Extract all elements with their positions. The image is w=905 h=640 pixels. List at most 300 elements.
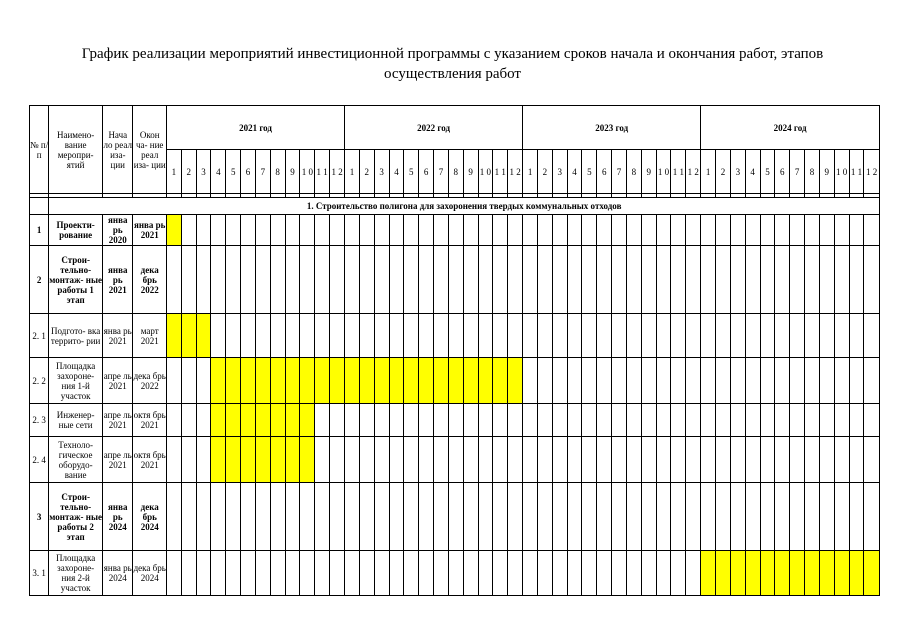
gantt-bar-cell xyxy=(315,358,330,404)
gantt-cell xyxy=(330,215,345,246)
month-header: 1 xyxy=(523,150,538,194)
gantt-bar-cell xyxy=(226,358,241,404)
gantt-cell xyxy=(493,483,508,551)
gantt-cell xyxy=(389,483,404,551)
gantt-cell xyxy=(612,483,627,551)
gantt-cell xyxy=(612,551,627,596)
gantt-cell xyxy=(745,437,760,483)
gantt-cell xyxy=(374,215,389,246)
gantt-cell xyxy=(819,314,834,358)
gantt-cell xyxy=(641,483,656,551)
gantt-cell xyxy=(270,551,285,596)
gantt-bar-cell xyxy=(285,358,300,404)
gantt-cell xyxy=(359,404,374,437)
gantt-cell xyxy=(656,314,671,358)
gantt-cell xyxy=(790,483,805,551)
gantt-cell xyxy=(374,437,389,483)
gantt-cell xyxy=(255,551,270,596)
gantt-cell xyxy=(775,437,790,483)
row-end: октя брь 2021 xyxy=(133,404,166,437)
gantt-cell xyxy=(582,314,597,358)
table-row xyxy=(30,404,880,437)
gantt-cell xyxy=(790,215,805,246)
month-header: 1 2 xyxy=(686,150,701,194)
gantt-cell xyxy=(419,314,434,358)
header-num: № п/ п xyxy=(30,106,49,194)
gantt-cell xyxy=(716,483,731,551)
gantt-bar-cell xyxy=(241,358,256,404)
year-header: 2024 год xyxy=(701,106,880,150)
month-header: 5 xyxy=(404,150,419,194)
gantt-cell xyxy=(434,404,449,437)
gantt-bar-cell xyxy=(241,437,256,483)
gantt-cell xyxy=(686,483,701,551)
gantt-cell xyxy=(196,404,211,437)
gantt-cell xyxy=(523,314,538,358)
gantt-cell xyxy=(166,246,181,314)
gantt-cell xyxy=(641,314,656,358)
gantt-cell xyxy=(612,314,627,358)
gantt-cell xyxy=(552,215,567,246)
gantt-cell xyxy=(226,246,241,314)
month-header: 1 1 xyxy=(315,150,330,194)
month-header: 1 xyxy=(166,150,181,194)
row-start: апре ль 2021 xyxy=(103,437,133,483)
month-header: 1 2 xyxy=(864,150,880,194)
gantt-bar-cell xyxy=(478,358,493,404)
row-name: Инженер- ные сети xyxy=(49,404,103,437)
gantt-cell xyxy=(656,246,671,314)
table-row xyxy=(30,215,880,246)
gantt-cell xyxy=(730,404,745,437)
gantt-cell xyxy=(389,437,404,483)
gantt-cell xyxy=(523,551,538,596)
month-header: 1 1 xyxy=(671,150,686,194)
gantt-cell xyxy=(478,551,493,596)
gantt-cell xyxy=(523,404,538,437)
gantt-cell xyxy=(493,215,508,246)
gantt-bar-cell xyxy=(226,404,241,437)
gantt-cell xyxy=(760,404,775,437)
gantt-cell xyxy=(508,404,523,437)
month-header: 2 xyxy=(181,150,196,194)
gantt-bar-cell xyxy=(300,404,315,437)
gantt-cell xyxy=(641,404,656,437)
gantt-cell xyxy=(463,551,478,596)
month-header: 3 xyxy=(730,150,745,194)
gantt-cell xyxy=(537,246,552,314)
gantt-cell xyxy=(285,314,300,358)
gantt-cell xyxy=(508,551,523,596)
gantt-cell xyxy=(686,551,701,596)
month-header: 7 xyxy=(612,150,627,194)
gantt-cell xyxy=(448,404,463,437)
month-header: 8 xyxy=(448,150,463,194)
gantt-cell xyxy=(849,483,864,551)
gantt-cell xyxy=(448,437,463,483)
gantt-cell xyxy=(701,483,716,551)
gantt-cell xyxy=(404,551,419,596)
gantt-cell xyxy=(864,314,880,358)
gantt-cell xyxy=(523,437,538,483)
gantt-cell xyxy=(181,437,196,483)
gantt-bar-cell xyxy=(166,215,181,246)
gantt-cell xyxy=(686,215,701,246)
gantt-cell xyxy=(745,215,760,246)
gantt-cell xyxy=(419,437,434,483)
gantt-cell xyxy=(226,215,241,246)
gantt-cell xyxy=(760,246,775,314)
gantt-cell xyxy=(389,246,404,314)
gantt-cell xyxy=(478,404,493,437)
gantt-cell xyxy=(508,246,523,314)
gantt-cell xyxy=(597,314,612,358)
month-header: 1 1 xyxy=(849,150,864,194)
gantt-cell xyxy=(404,314,419,358)
gantt-cell xyxy=(166,437,181,483)
gantt-cell xyxy=(181,404,196,437)
gantt-cell xyxy=(196,551,211,596)
gantt-cell xyxy=(211,314,226,358)
gantt-cell xyxy=(805,314,820,358)
gantt-cell xyxy=(819,358,834,404)
gantt-cell xyxy=(775,246,790,314)
gantt-cell xyxy=(582,246,597,314)
row-end: октя брь 2021 xyxy=(133,437,166,483)
gantt-cell xyxy=(330,314,345,358)
month-header: 4 xyxy=(389,150,404,194)
gantt-cell xyxy=(196,358,211,404)
gantt-bar-cell xyxy=(448,358,463,404)
row-start: янва рь 2021 xyxy=(103,246,133,314)
gantt-cell xyxy=(315,314,330,358)
gantt-cell xyxy=(612,404,627,437)
gantt-bar-cell xyxy=(864,551,880,596)
gantt-cell xyxy=(508,483,523,551)
gantt-bar-cell xyxy=(211,358,226,404)
gantt-cell xyxy=(775,404,790,437)
gantt-cell xyxy=(790,246,805,314)
month-header: 7 xyxy=(255,150,270,194)
gantt-cell xyxy=(582,404,597,437)
gantt-cell xyxy=(612,437,627,483)
gantt-bar-cell xyxy=(166,314,181,358)
gantt-cell xyxy=(582,437,597,483)
gantt-cell xyxy=(330,437,345,483)
gantt-cell xyxy=(300,551,315,596)
gantt-cell xyxy=(315,437,330,483)
year-header: 2021 год xyxy=(166,106,344,150)
gantt-cell xyxy=(419,551,434,596)
gantt-cell xyxy=(582,358,597,404)
gantt-bar-cell xyxy=(285,404,300,437)
gantt-cell xyxy=(226,551,241,596)
gantt-cell xyxy=(567,404,582,437)
gantt-cell xyxy=(345,437,360,483)
gantt-cell xyxy=(745,404,760,437)
gantt-cell xyxy=(641,551,656,596)
gantt-cell xyxy=(374,404,389,437)
gantt-cell xyxy=(196,246,211,314)
gantt-cell xyxy=(285,483,300,551)
gantt-bar-cell xyxy=(330,358,345,404)
gantt-cell xyxy=(478,437,493,483)
year-header: 2022 год xyxy=(345,106,523,150)
gantt-cell xyxy=(300,483,315,551)
gantt-cell xyxy=(315,551,330,596)
month-header: 1 0 xyxy=(478,150,493,194)
gantt-bar-cell xyxy=(255,404,270,437)
gantt-cell xyxy=(537,314,552,358)
gantt-cell xyxy=(166,404,181,437)
month-header: 5 xyxy=(226,150,241,194)
gantt-bar-cell xyxy=(270,358,285,404)
section-title: 1. Строительство полигона для захоронения твердых коммунальных отходов xyxy=(49,198,880,215)
gantt-cell xyxy=(716,314,731,358)
gantt-cell xyxy=(404,215,419,246)
gantt-cell xyxy=(523,215,538,246)
row-end: дека брь 2024 xyxy=(133,551,166,596)
gantt-cell xyxy=(374,551,389,596)
gantt-cell xyxy=(359,551,374,596)
gantt-cell xyxy=(849,314,864,358)
gantt-cell xyxy=(805,358,820,404)
gantt-cell xyxy=(834,314,849,358)
gantt-cell xyxy=(255,246,270,314)
gantt-cell xyxy=(641,437,656,483)
gantt-bar-cell xyxy=(300,437,315,483)
gantt-cell xyxy=(181,215,196,246)
gantt-cell xyxy=(745,246,760,314)
gantt-cell xyxy=(345,215,360,246)
gantt-cell xyxy=(211,551,226,596)
month-header: 6 xyxy=(597,150,612,194)
gantt-cell xyxy=(819,483,834,551)
gantt-cell xyxy=(389,404,404,437)
gantt-bar-cell xyxy=(404,358,419,404)
gantt-cell xyxy=(463,404,478,437)
row-end: янва рь 2021 xyxy=(133,215,166,246)
gantt-cell xyxy=(597,483,612,551)
gantt-cell xyxy=(730,246,745,314)
gantt-bar-cell xyxy=(508,358,523,404)
gantt-cell xyxy=(508,314,523,358)
page-title: График реализации мероприятий инвестиционной программы с указанием сроков начала и окончания работ, этапов осуществления работ xyxy=(81,46,824,82)
gantt-cell xyxy=(463,437,478,483)
gantt-cell xyxy=(686,358,701,404)
gantt-cell xyxy=(552,483,567,551)
gantt-cell xyxy=(656,358,671,404)
gantt-cell xyxy=(567,314,582,358)
month-header: 8 xyxy=(805,150,820,194)
gantt-cell xyxy=(493,404,508,437)
gantt-cell xyxy=(656,404,671,437)
gantt-cell xyxy=(730,215,745,246)
gantt-cell xyxy=(716,215,731,246)
gantt-cell xyxy=(760,314,775,358)
gantt-cell xyxy=(389,551,404,596)
gantt-cell xyxy=(849,215,864,246)
row-num: 2 xyxy=(30,246,49,314)
gantt-cell xyxy=(196,215,211,246)
gantt-cell xyxy=(701,246,716,314)
gantt-cell xyxy=(463,483,478,551)
gantt-cell xyxy=(671,215,686,246)
gantt-cell xyxy=(315,246,330,314)
gantt-cell xyxy=(448,551,463,596)
gantt-cell xyxy=(448,314,463,358)
gantt-cell xyxy=(730,437,745,483)
gantt-cell xyxy=(597,551,612,596)
month-header: 1 2 xyxy=(508,150,523,194)
gantt-bar-cell xyxy=(196,314,211,358)
gantt-cell xyxy=(285,551,300,596)
row-num: 2. 4 xyxy=(30,437,49,483)
gantt-cell xyxy=(537,437,552,483)
gantt-cell xyxy=(582,551,597,596)
gantt-cell xyxy=(345,483,360,551)
row-num: 2. 3 xyxy=(30,404,49,437)
month-header: 8 xyxy=(626,150,641,194)
gantt-cell xyxy=(567,358,582,404)
gantt-cell xyxy=(419,246,434,314)
row-name: Строи- тельно- монтаж- ные работы 1 этап xyxy=(49,246,103,314)
gantt-cell xyxy=(819,246,834,314)
gantt-cell xyxy=(864,483,880,551)
gantt-cell xyxy=(300,314,315,358)
month-header: 2 xyxy=(716,150,731,194)
month-header: 2 xyxy=(537,150,552,194)
gantt-cell xyxy=(226,483,241,551)
gantt-cell xyxy=(864,215,880,246)
gantt-cell xyxy=(686,314,701,358)
month-header: 5 xyxy=(760,150,775,194)
gantt-cell xyxy=(626,246,641,314)
gantt-bar-cell xyxy=(374,358,389,404)
gantt-bar-cell xyxy=(730,551,745,596)
gantt-cell xyxy=(270,246,285,314)
gantt-cell xyxy=(315,483,330,551)
row-end: дека брь 2024 xyxy=(133,483,166,551)
month-header: 6 xyxy=(775,150,790,194)
month-header: 1 0 xyxy=(656,150,671,194)
month-header: 9 xyxy=(641,150,656,194)
gantt-bar-cell xyxy=(211,437,226,483)
row-num: 3 xyxy=(30,483,49,551)
gantt-cell xyxy=(612,246,627,314)
gantt-cell xyxy=(671,483,686,551)
gantt-bar-cell xyxy=(463,358,478,404)
gantt-cell xyxy=(345,404,360,437)
gantt-bar-cell xyxy=(819,551,834,596)
gantt-cell xyxy=(745,358,760,404)
month-header: 2 xyxy=(359,150,374,194)
gantt-bar-cell xyxy=(270,437,285,483)
gantt-cell xyxy=(612,215,627,246)
gantt-cell xyxy=(404,404,419,437)
gantt-cell xyxy=(181,551,196,596)
gantt-cell xyxy=(226,314,241,358)
row-start: янва рь 2024 xyxy=(103,483,133,551)
gantt-cell xyxy=(641,215,656,246)
gantt-cell xyxy=(270,314,285,358)
row-name: Подгото- вка террито- рии xyxy=(49,314,103,358)
row-name: Площадка захороне- ния 2-й участок xyxy=(49,551,103,596)
row-start: янва рь 2021 xyxy=(103,314,133,358)
gantt-bar-cell xyxy=(745,551,760,596)
gantt-cell xyxy=(255,483,270,551)
gantt-cell xyxy=(567,437,582,483)
row-end: дека брь 2022 xyxy=(133,246,166,314)
gantt-cell xyxy=(819,437,834,483)
gantt-cell xyxy=(419,483,434,551)
gantt-cell xyxy=(241,483,256,551)
gantt-cell xyxy=(508,437,523,483)
gantt-cell xyxy=(345,551,360,596)
gantt-cell xyxy=(181,358,196,404)
month-header: 6 xyxy=(419,150,434,194)
gantt-cell xyxy=(686,246,701,314)
gantt-cell xyxy=(345,314,360,358)
month-header: 6 xyxy=(241,150,256,194)
gantt-cell xyxy=(626,483,641,551)
gantt-cell xyxy=(626,215,641,246)
gantt-bar-cell xyxy=(834,551,849,596)
header-end: Окон ча- ние реал иза- ции xyxy=(133,106,166,194)
gantt-cell xyxy=(834,358,849,404)
gantt-cell xyxy=(819,215,834,246)
gantt-cell xyxy=(716,358,731,404)
gantt-bar-cell xyxy=(300,358,315,404)
schedule-table xyxy=(29,105,880,596)
gantt-cell xyxy=(241,215,256,246)
gantt-cell xyxy=(805,215,820,246)
month-header: 1 1 xyxy=(493,150,508,194)
gantt-cell xyxy=(404,246,419,314)
gantt-cell xyxy=(255,215,270,246)
gantt-cell xyxy=(790,437,805,483)
gantt-cell xyxy=(359,314,374,358)
gantt-cell xyxy=(300,246,315,314)
gantt-cell xyxy=(537,404,552,437)
month-header: 5 xyxy=(582,150,597,194)
row-end: март 2021 xyxy=(133,314,166,358)
gantt-cell xyxy=(330,551,345,596)
gantt-cell xyxy=(463,314,478,358)
gantt-cell xyxy=(330,246,345,314)
row-num: 3. 1 xyxy=(30,551,49,596)
gantt-cell xyxy=(255,314,270,358)
gantt-cell xyxy=(582,215,597,246)
gantt-cell xyxy=(626,404,641,437)
row-num: 1 xyxy=(30,215,49,246)
gantt-cell xyxy=(448,246,463,314)
gantt-cell xyxy=(671,314,686,358)
month-header: 9 xyxy=(463,150,478,194)
gantt-cell xyxy=(389,215,404,246)
gantt-cell xyxy=(760,483,775,551)
gantt-bar-cell xyxy=(285,437,300,483)
gantt-cell xyxy=(552,551,567,596)
gantt-cell xyxy=(567,483,582,551)
row-name: Строи- тельно- монтаж- ные работы 2 этап xyxy=(49,483,103,551)
row-name: Техноло- гическое оборудо- вание xyxy=(49,437,103,483)
gantt-cell xyxy=(552,246,567,314)
month-header: 9 xyxy=(819,150,834,194)
gantt-cell xyxy=(478,246,493,314)
gantt-cell xyxy=(434,246,449,314)
month-header: 7 xyxy=(434,150,449,194)
